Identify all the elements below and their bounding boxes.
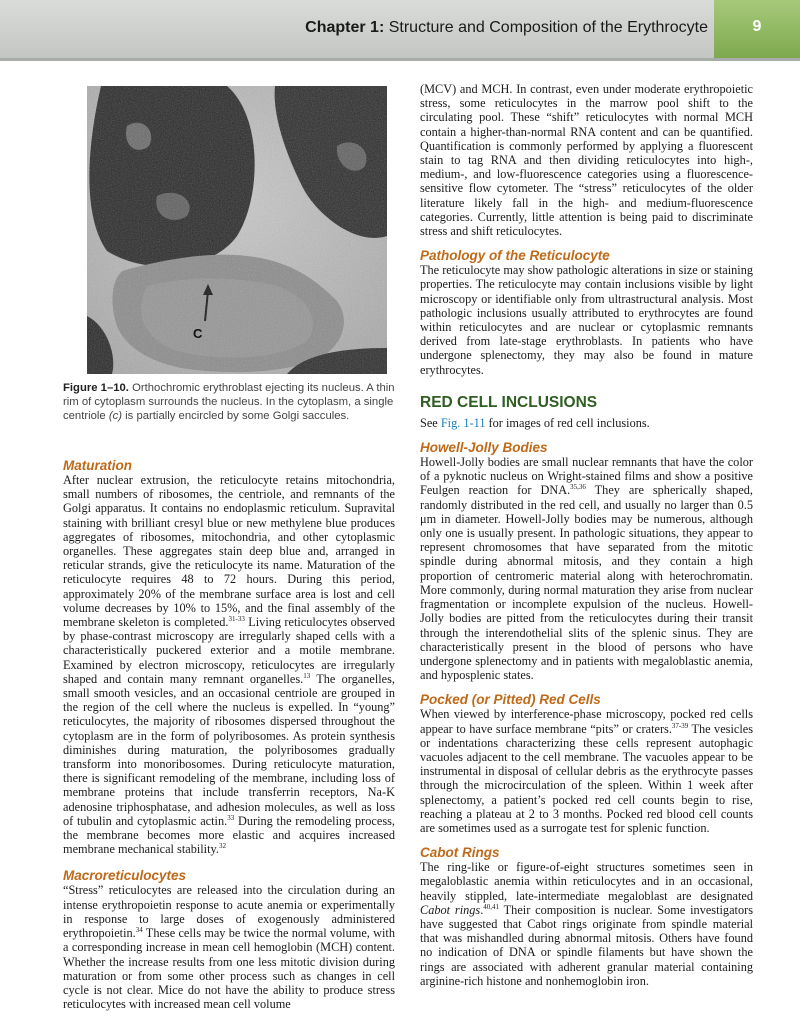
maturation-paragraph: After nuclear extrusion, the reticulocyte retains mitochondria, small numbers of ribosomes, the centriole, and remnants of the Golgi apparatus. It contains no endoplasmic reticulum. Supravital staining with brilliant cresyl blue or new methylene blue produces aggregates of ribosomes, mitochondria, and other cytoplasmic organelles. These aggregates stain deep blue and, arranged in reticular strands, give the reticulocyte its name. Maturation of the reticulocyte requires 48 to 72 hours. During this period, approximately 20% of the membrane surface area is lost and cell volume decreases by 10% to 15%, and the final assembly of the membrane skeleton is completed.$^{31-33}$ Living reticulocytes observed by phase-contrast microscopy are irregularly shaped cells with a characteristically puckered exterior and a motile membrane. Examined by electron microscopy, reticulocytes are irregularly shaped and contain many remnant organelles.$^{13}$ The organelles, small smooth vesicles, and an occasional centriole are grouped in the region of the cell where the nucleus is expelled. In “young” reticulocytes, the majority of ribosomes dispersed throughout the cytoplasm are in the form of polyribosomes. As protein synthesis diminishes during maturation, the polyribosomes gradually transform into monoribosomes. During reticulocyte maturation, there is significant remodeling of the membrane, including loss of membrane proteins that include transferrin receptors, Na-K adenosine triphosphatase, and adhesion molecules, as well as loss of tubulin and cytoplasmic actin.$^{33}$ During the remodeling process, the membrane becomes more elastic and acquires increased membrane mechanical stability.$^{32}$ (63, 473, 395, 857)
caption-label: Figure 1–10. (63, 382, 129, 394)
left-column (63, 458, 395, 1011)
micrograph-image (87, 86, 387, 374)
right-column (420, 82, 753, 988)
section-heading-macroreticulocytes: Macroreticulocytes (63, 868, 187, 884)
caption-text: Orthochromic erythroblast ejecting its nucleus. A thin rim of cytoplasm surrounds the nucleus. In the cytoplasm, a single centriole (63, 382, 395, 422)
centriole-marker-label: C (193, 326, 203, 341)
figure-caption (63, 381, 395, 423)
caption-text-end: is partially encircled by some Golgi saccules. (122, 410, 350, 422)
section-heading-howell-jolly: Howell-Jolly Bodies (420, 440, 548, 456)
section-heading-pathology: Pathology of the Reticulocyte (420, 248, 610, 264)
cabot-rings-paragraph: The ring-like or figure-of-eight structures sometimes seen in megaloblastic anemia within reticulocytes and in an occasional, heavily stippled, late-intermediate megaloblast are designated Cabot rings.$^{40,41}$ Their composition is nuclear. Some investigators have suggested that Cabot rings originate from spindle material that was mishandled during abnormal mitosis. Others have found no indication of DNA or spindle filaments but have shown the rings are associated with adherent granular material containing arginine-rich histone and nonhemoglobin iron. (420, 860, 753, 988)
caption-italic: (c) (108, 410, 123, 422)
page-header (0, 0, 800, 61)
chapter-title: Structure and Composition of the Erythrocyte (388, 19, 708, 36)
running-title (305, 19, 708, 37)
inclusions-see-line: See Fig. 1-11 for images of red cell inclusions. (420, 415, 650, 430)
section-heading-cabot-rings: Cabot Rings (420, 845, 500, 861)
pathology-paragraph: The reticulocyte may show pathologic alterations in size or staining properties. The reticulocyte may contain inclusions visible by light microscopy or identifiable only from ultrastructural analysis. Most pathologic inclusions usually attributed to erythrocytes are found within reticulocytes and are nuclear or cytoplasmic remnants derived from late-stage erythroblasts. In patients who have undergone splenectomy, they may also be found in mature erythrocytes. (420, 263, 753, 377)
section-heading-maturation: Maturation (63, 458, 132, 473)
figure-link[interactable]: Fig. 1-11 (440, 415, 486, 430)
section-heading-red-cell-inclusions: RED CELL INCLUSIONS (420, 393, 598, 411)
chapter-label: Chapter 1: (305, 19, 385, 36)
micrograph-figure (87, 86, 387, 374)
pocked-cells-paragraph: When viewed by interference-phase microscopy, pocked red cells appear to have surface membrane “pits” or craters.$^{37-39}$ The vesicles or indentations characterizing these cells represent autophagic vacuoles adjacent to the cell membrane. The vacuoles appear to be instrumental in disposal of cellular debris as the erythrocyte passes through the microcirculation of the spleen. Within 1 week after splenectomy, a patient’s pocked red cell counts begin to rise, reaching a plateau at 2 to 3 months. Pocked red blood cell counts are sometimes used as a surrogate test for splenic function. (420, 707, 753, 835)
section-heading-pocked-cells: Pocked (or Pitted) Red Cells (420, 692, 601, 708)
page-number: 9 (752, 18, 762, 35)
continuation-paragraph: (MCV) and MCH. In contrast, even under moderate erythropoietic stress, some reticulocytes in the marrow pool shift to the circulating pool. These “shift” reticulocytes with normal MCH contain a higher-than-normal RNA content and can be quantified. Quantification is commonly performed by applying a fluorescent stain to tag RNA and then dividing reticulocytes into high-, medium-, and low-fluorescence categories using a fluorescence-sensitive flow cytometer. The “stress” reticulocytes of the older literature likely fall in the high- and medium-fluorescence categories. Currently, little attention is being paid to discriminate stress and shift reticulocytes. (420, 82, 753, 239)
howell-jolly-paragraph: Howell-Jolly bodies are small nuclear remnants that have the color of a pyknotic nucleus on Wright-stained films and show a positive Feulgen reaction for DNA.$^{35,36}$ They are spherically shaped, randomly distributed in the red cell, and usually no larger than 0.5 μm in diameter. Howell-Jolly bodies may be numerous, although only one is usually present. In pathologic situations, they appear to represent chromosomes that have separated from the mitotic spindle during abnormal mitosis, and they contain a high proportion of centromeric material along with heterochromatin. More commonly, during normal maturation they arise from nuclear fragmentation or incomplete expulsion of the nucleus. Howell-Jolly bodies are pitted from the reticulocytes during their transit through the interendothelial slits of the splenic sinus. They are characteristically present in the blood of persons who have undergone splenectomy and in patients with megaloblastic anemia, and hyposplenic states. (420, 455, 753, 683)
macroreticulocytes-paragraph: “Stress” reticulocytes are released into the circulation during an intense erythropoietin response to acute anemia or experimentally in response to large doses of exogenously administered erythropoietin.$^{34}$ These cells may be twice the normal volume, with a corresponding increase in mean cell hemoglobin (MCH) content. Whether the increase results from one less mitotic division during maturation or from some other process such as changes in cell cycle is not clear. Mice do not have the ability to produce stress reticulocytes with increased mean cell volume (63, 883, 395, 1012)
